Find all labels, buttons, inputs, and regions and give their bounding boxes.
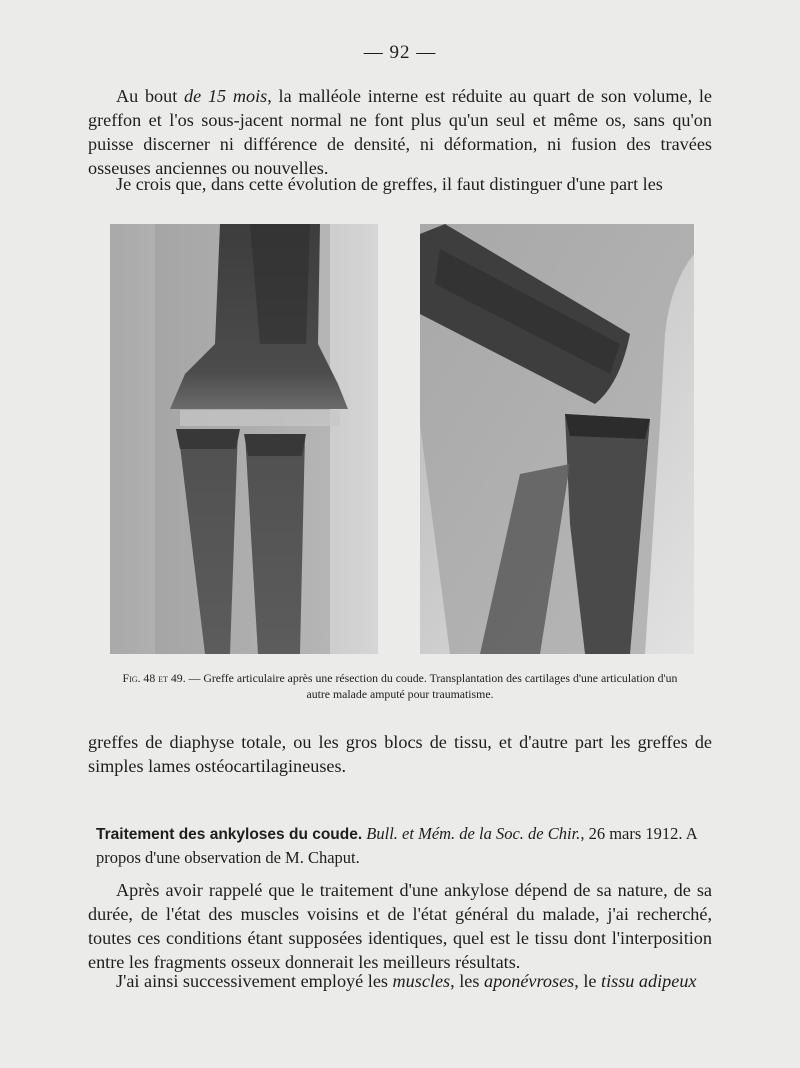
paragraph-5-sep-1: , les	[450, 971, 484, 991]
xray-image-left	[110, 224, 378, 654]
figure-caption	[118, 670, 682, 702]
paragraph-2	[88, 172, 712, 196]
page-number: — 92 —	[363, 42, 437, 63]
term-muscles: muscles	[392, 971, 451, 991]
xray-image-right	[420, 224, 694, 654]
paragraph-5	[88, 969, 712, 993]
section-title: Traitement des ankyloses du coude.	[96, 826, 363, 843]
figure-caption-text: — Greffe articulaire après une résection du coude. Transplantation des cartilages d'une articulation d'un autre malade amputé pour traumatisme.	[185, 671, 678, 701]
term-tissu-adipeux: tissu adipeux	[601, 971, 697, 991]
term-aponevroses: aponévroses	[483, 971, 575, 991]
paragraph-4	[88, 878, 712, 974]
paragraph-3-text: greffes de diaphyse totale, ou les gros blocs de tissu, et d'autre part les greffes de simples lames ostéocartilagineuses.	[88, 732, 712, 776]
paragraph-4-text: Après avoir rappelé que le traitement d'une ankylose dépend de sa nature, de sa durée, de l'état des muscles voisins et de l'état général du malade, j'ai recherché, toutes ces conditions étant supposées identiques, quel est le tissu dont l'interposition entre les fragments osseux donnerait les meilleurs résultats.	[88, 880, 712, 972]
section-heading	[96, 822, 722, 869]
paragraph-1	[88, 84, 712, 180]
paragraph-3	[88, 730, 712, 778]
paragraph-5-lead: J'ai ainsi successivement employé les	[116, 971, 393, 991]
figure-label: Fig. 48 et 49.	[122, 671, 186, 685]
paragraph-1-lead: Au bout	[116, 86, 185, 106]
paragraph-1-rest: , la malléole interne est réduite au quart de son volume, le greffon et l'os sous-jacent normal ne font plus qu'un seul et même os, sans qu'on puisse discerner ni différence de densité, ni déformation, ni fusion des travées osseuses anciennes ou nouvelles.	[88, 86, 713, 178]
section-reference-journal: Bull. et Mém. de la Soc. de Chir.	[366, 824, 581, 843]
section-reference-rest: , 26 mars 1912. A propos d'une observation de M. Chaput.	[96, 824, 697, 867]
paragraph-2-text: Je crois que, dans cette évolution de greffes, il faut distinguer d'une part les	[116, 174, 663, 194]
paragraph-1-emphasis: de 15 mois	[184, 86, 268, 106]
paragraph-5-sep-2: , le	[574, 971, 602, 991]
